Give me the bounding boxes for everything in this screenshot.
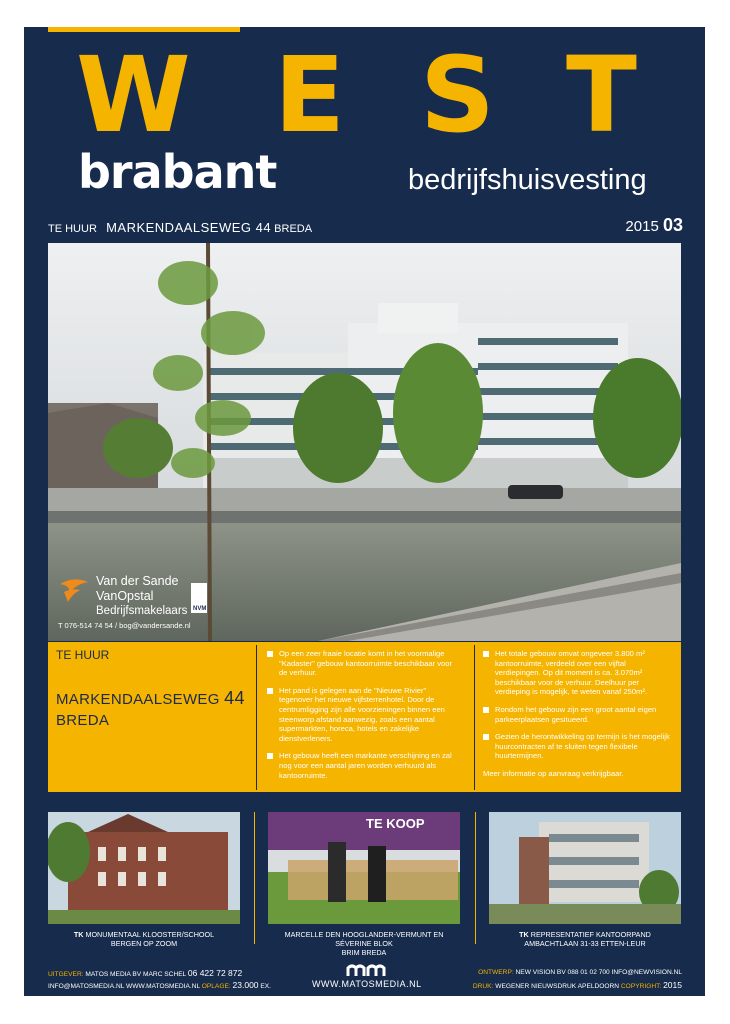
masthead-letter-w: W: [76, 34, 191, 156]
nvm-badge: NVM: [193, 606, 207, 612]
thumb-divider: [475, 812, 476, 944]
agent-name-line3: Bedrijfsmakelaars: [96, 605, 188, 617]
listing-column-2: [483, 649, 671, 779]
agent-name-line1: Van der Sande: [96, 574, 179, 588]
footer-publisher: UITGEVER: MATOS MEDIA BV MARC SCHEL 06 422 72 872: [48, 968, 243, 978]
list-item: Gezien de herontwikkeling op termijn is het mogelijk huurcontracten af te sluiten tegen flexibele huurtermijnen.: [483, 732, 671, 761]
header-street: MARKENDAALSEWEG 44: [106, 220, 272, 235]
column-divider: [474, 645, 475, 790]
list-item: Het pand is gelegen aan de "Nieuwe Rivier" tegenover het nieuwe vijfsterrenhotel. Door de centrumligging zijn alle voorzieningen binnen een steenworp afstand aanwezig, zoals een aantal supermarkten, horeca, hotels en zakelijke dienstverleners.: [267, 686, 455, 744]
list-item: Het gebouw heeft een markante verschijning en zal nog voor een aantal jaren worden verhuurd als kantoorruimte.: [267, 751, 455, 780]
issue-number: [625, 215, 683, 236]
footer-link[interactable]: INFO@MATOSMEDIA.NL WWW.MATOSMEDIA.NL: [48, 983, 200, 990]
listing-city: BREDA: [56, 712, 110, 729]
thumb-caption-1: TK MONUMENTAAL KLOOSTER/SCHOOL BERGEN OP ZOOM: [73, 930, 215, 948]
masthead-brabant: brabant: [78, 145, 277, 199]
footer-contact: INFO@MATOSMEDIA.NL WWW.MATOSMEDIA.NL OPLAGE: 23.000 EX.: [48, 980, 272, 990]
masthead-letter-e: E: [274, 34, 346, 156]
issue-year: 2015: [625, 218, 659, 235]
agent-contact: T 076-514 74 54 / bog@vandersande.nl: [58, 621, 191, 630]
thumb-sign-te-koop: TE KOOP: [366, 816, 425, 831]
footer-print: DRUK: WEGENER NIEUWSDRUK APELDOORN COPYRIGHT: 2015: [472, 980, 682, 990]
listing-address: [56, 688, 245, 731]
thumb-klooster-photo: [48, 812, 240, 924]
listing-label: TE HUUR: [56, 648, 110, 662]
footer-url[interactable]: WWW.MATOSMEDIA.NL: [312, 979, 422, 989]
list-item: Het totale gebouw omvat ongeveer 3.800 m² kantoorruimte, verdeeld over een vijftal verdiepingen. Op dit moment is ca. 3.070m² beschikbaar voor de verhuur. Deelhuur per verdieping is mogelijk, te weten vanaf 250m².: [483, 649, 671, 697]
listing-panel: [48, 642, 681, 792]
listing-column-1: [267, 649, 455, 788]
masthead-subtitle: bedrijfshuisvesting: [408, 164, 647, 196]
thumb-caption-2: MARCELLE DEN HOOGLANDER-VERMUNT EN SÉVERINE BLOK BRIM BREDA: [284, 930, 444, 957]
agent-name-line2: VanOpstal: [96, 589, 154, 603]
header-address: [48, 218, 312, 239]
listing-street: MARKENDAALSEWEG: [56, 691, 220, 708]
listing-number: 44: [224, 688, 245, 708]
thumb-ambachtlaan-photo: [489, 812, 681, 924]
thumb-caption-3: TK REPRESENTATIEF KANTOORPAND AMBACHTLAAN 31-33 ETTEN-LEUR: [519, 930, 651, 948]
thumb-brim-photo: [268, 812, 460, 924]
list-item: Op een zeer fraaie locatie komt in het voormalige "Kadaster" gebouw kantoorruimte beschikbaar voor de verhuur.: [267, 649, 455, 678]
header-te-huur: TE HUUR: [48, 223, 97, 235]
masthead-letter-s: S: [420, 34, 495, 156]
column-divider: [256, 645, 257, 790]
list-item: Rondom het gebouw zijn een groot aantal eigen parkeerplaatsen gesitueerd.: [483, 705, 671, 724]
issue-no: 03: [662, 215, 683, 235]
more-info: Meer informatie op aanvraag verkrijgbaar.: [483, 768, 624, 778]
matosmedia-logo-icon: [344, 962, 388, 978]
thumb-divider: [254, 812, 255, 944]
masthead-letter-t: T: [566, 34, 637, 156]
footer-design: ONTWERP: NEW VISION BV 088 01 02 700 INFO@NEWVISION.NL: [478, 969, 682, 976]
agent-swoosh-icon: [58, 574, 90, 604]
header-city: BREDA: [274, 223, 313, 235]
top-accent-bar: [48, 27, 240, 32]
